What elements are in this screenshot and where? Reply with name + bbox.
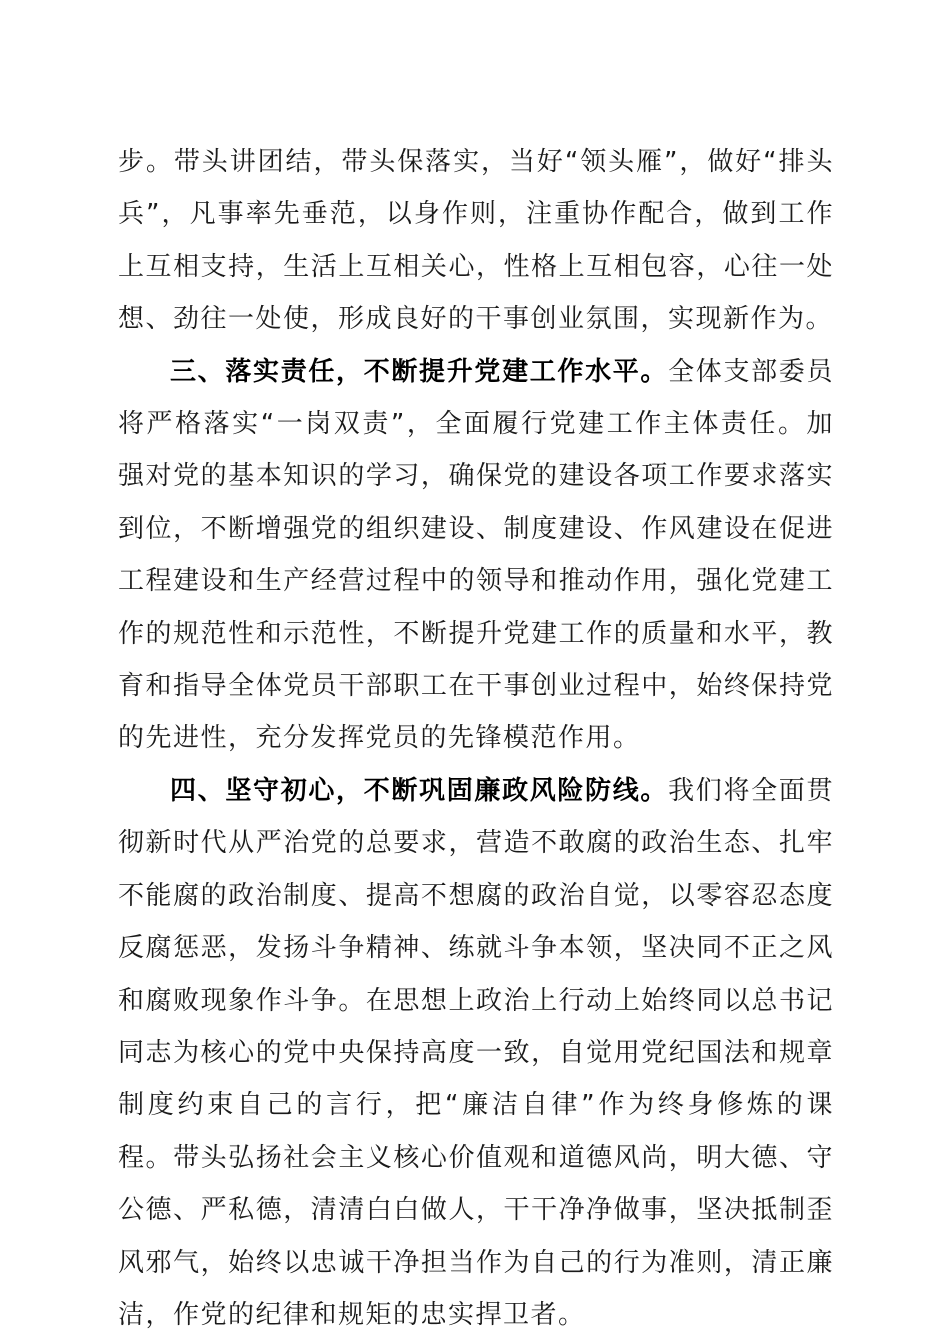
paragraph-section-3: [118, 346, 834, 765]
paragraph-section-4: [118, 765, 834, 1341]
section-3-heading: 三、落实责任，不断提升党建工作水平。: [170, 356, 669, 387]
document-body: [118, 136, 834, 1341]
section-4-heading: 四、坚守初心，不断巩固廉政风险防线。: [170, 775, 669, 806]
paragraph-1-body: 步。带头讲团结，带头保落实，当好“领头雁”，做好“排头兵”，凡事率先垂范，以身作则，注重协作配合，做到工作上互相支持，生活上互相关心，性格上互相包容，心往一处想、劲往一处使，形成良好的干事创业氛围，实现新作为。: [118, 147, 834, 335]
section-3-body: 全体支部委员将严格落实“一岗双责”，全面履行党建工作主体责任。加强对党的基本知识的学习，确保党的建设各项工作要求落实到位，不断增强党的组织建设、制度建设、作风建设在促进工程建设和生产经营过程中的领导和推动作用，强化党建工作的规范性和示范性，不断提升党建工作的质量和水平，教育和指导全体党员干部职工在干事创业过程中，始终保持党的先进性，充分发挥党员的先锋模范作用。: [118, 356, 834, 754]
section-4-body: 我们将全面贯彻新时代从严治党的总要求，营造不敢腐的政治生态、扎牢不能腐的政治制度、提高不想腐的政治自觉，以零容忍态度反腐惩恶，发扬斗争精神、练就斗争本领，坚决同不正之风和腐败现象作斗争。在思想上政治上行动上始终同以总书记同志为核心的党中央保持高度一致，自觉用党纪国法和规章制度约束自己的言行，把“廉洁自律”作为终身修炼的课程。带头弘扬社会主义核心价值观和道德风尚，明大德、守公德、严私德，清清白白做人，干干净净做事，坚决抵制歪风邪气，始终以忠诚干净担当作为自己的行为准则，清正廉洁，作党的纪律和规矩的忠实捍卫者。: [118, 775, 834, 1330]
paragraph-continuation: [118, 136, 834, 346]
